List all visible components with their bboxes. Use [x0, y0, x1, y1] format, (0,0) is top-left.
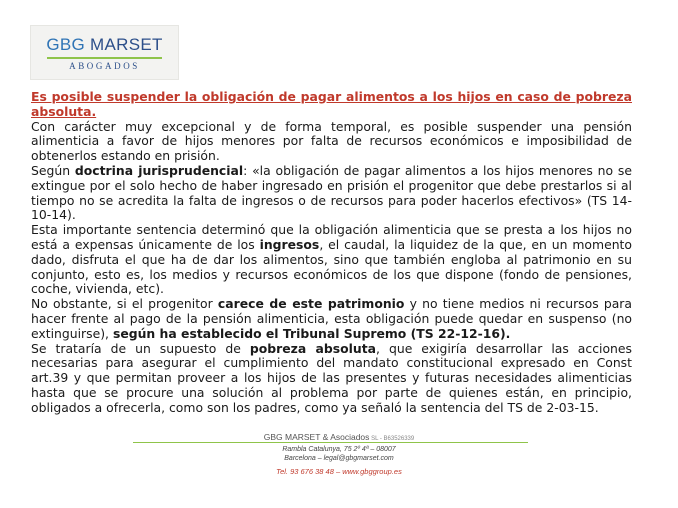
logo-divider — [47, 57, 162, 59]
document-body — [31, 90, 632, 416]
paragraph-intro: Con carácter muy excepcional y de forma temporal, es posible suspender una pensión alimenticia a favor de hijos menores por falta de recursos económicos e imposibilidad de obtenerlos estando en prisión. — [31, 118, 632, 164]
footer-address-city: Barcelona – legal@gbgmarset.com — [284, 455, 394, 462]
footer-divider — [133, 442, 528, 443]
document-heading: Es posible suspender la obligación de pagar alimentos a los hijos en caso de pobreza absoluta. — [31, 89, 632, 119]
paragraph-poverty: Se trataría de un supuesto de pobreza absoluta, que exigiría desarrollar las acciones necesarias para asegurar el cumplimiento del mandato constitucional expresado en Const art.39 y que permitan proveer a los hijos de las presentes y futuras necesidades alimenticias hasta que se procure una solución al problema por parte de quienes están, en principio, obligados a ofrecerla, como son los padres, como ya señaló la sentencia del TS de 2-03-15. — [31, 340, 632, 415]
logo-subtitle: ABOGADOS — [69, 61, 140, 71]
paragraph-exception: No obstante, si el progenitor carece de este patrimonio y no tiene medios ni recursos para hacer frente al pago de la pensión alimenticia, esta obligación puede quedar en suspenso (no extinguirse), según ha establecido el Tribunal Supremo (TS 22-12-16). — [31, 296, 632, 341]
footer-address-street: Rambla Catalunya, 75 2º 4ª – 08007 — [282, 446, 396, 453]
logo-name: GBG MARSET — [46, 35, 163, 54]
footer-company: GBG MARSET & Asociados SL - B63526339 — [263, 432, 415, 442]
paragraph-doctrine: Según doctrina jurisprudencial: «la obligación de pagar alimentos a los hijos menores no se extingue por el solo hecho de haber ingresado en prisión el progenitor que debe prestarlos si al tiempo no se acredita la falta de ingresos o de recursos para poder hacerlos efectivos» (TS 14-10-14). — [31, 162, 632, 223]
paragraph-sentence: Esta importante sentencia determinó que la obligación alimenticia que se presta a los hijos no está a expensas únicamente de los ingresos, el caudal, la liquidez de la que, en un momento dado, disfruta el que ha de dar los alimentos, sino que también engloba al patrimonio en su conjunto, esto es, los medios y recursos económicos de los que dispone (fondo de pensiones, coche, vivienda, etc). — [31, 222, 632, 297]
company-logo — [30, 25, 179, 80]
footer-contact: Tel. 93 676 38 48 – www.gbggroup.es — [276, 467, 402, 476]
